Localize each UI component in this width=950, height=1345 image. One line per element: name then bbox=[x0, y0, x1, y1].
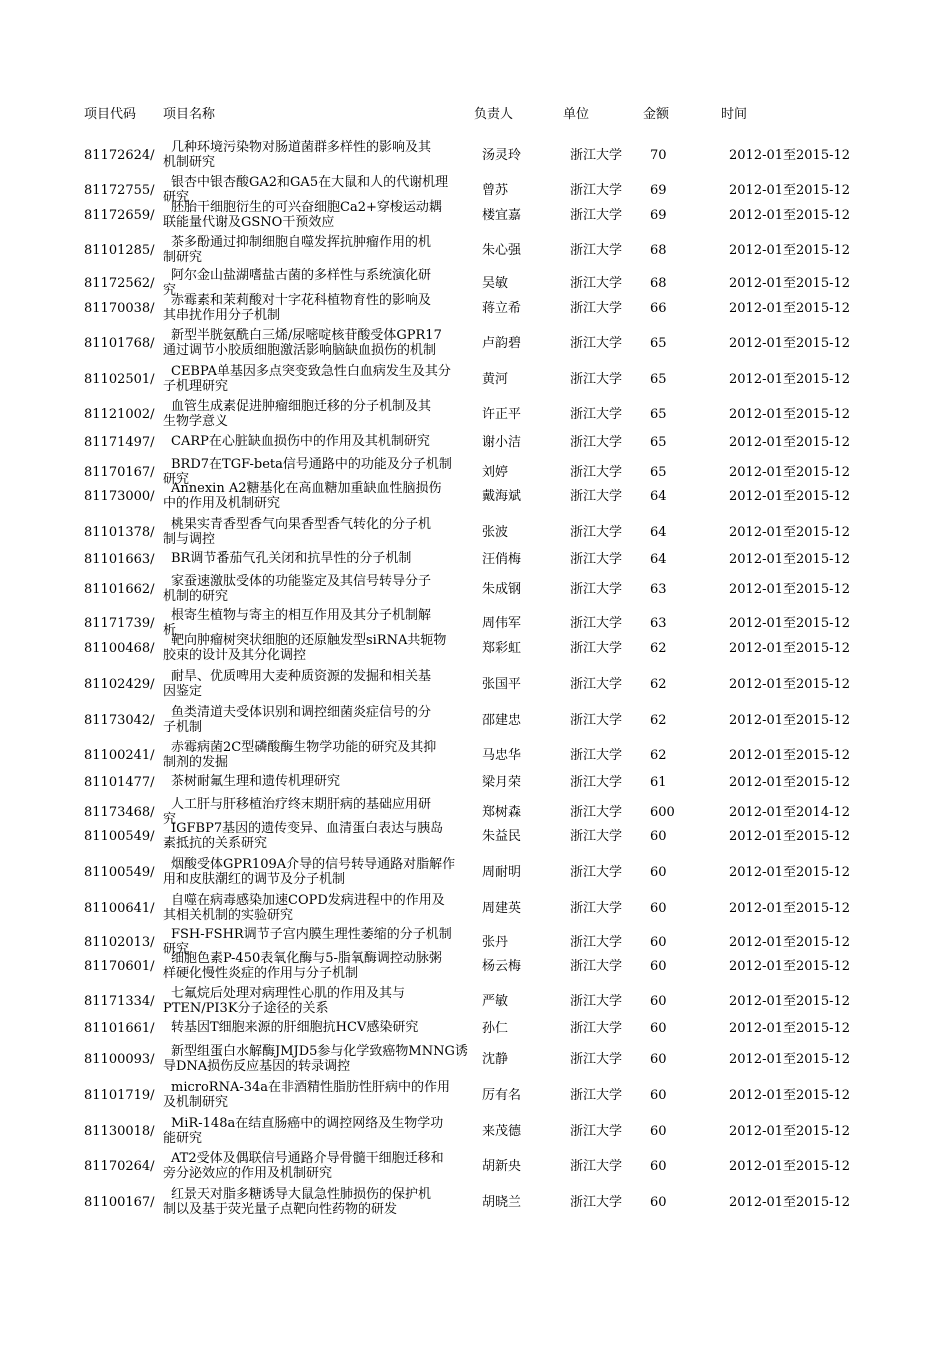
institution: 浙江大学 bbox=[570, 582, 623, 597]
institution: 浙江大学 bbox=[570, 1052, 623, 1067]
funding-amount: 69 bbox=[650, 183, 667, 198]
project-code: 81101661/ bbox=[84, 1021, 155, 1036]
project-code: 81172755/ bbox=[84, 183, 155, 198]
project-name-line2: 其串扰作用分子机制 bbox=[163, 308, 281, 323]
project-period: 2012-01至2015-12 bbox=[729, 677, 851, 692]
project-name-line2: 联能量代谢及GSNO干预效应 bbox=[163, 215, 335, 230]
project-name bbox=[163, 633, 475, 663]
project-name-line1: 茶多酚通过抑制细胞自噬发挥抗肿瘤作用的机 bbox=[171, 235, 432, 250]
project-name-line2: 究 bbox=[163, 812, 177, 827]
project-code: 81100549/ bbox=[84, 865, 155, 880]
funding-amount: 62 bbox=[650, 748, 667, 763]
project-name bbox=[163, 705, 475, 735]
principal-investigator: 汤灵玲 bbox=[482, 148, 522, 163]
project-period: 2012-01至2015-12 bbox=[729, 959, 851, 974]
principal-investigator: 来茂德 bbox=[482, 1124, 522, 1139]
project-name-line2: 样硬化慢性炎症的作用与分子机制 bbox=[163, 966, 359, 981]
project-name bbox=[163, 821, 475, 851]
project-name bbox=[163, 551, 475, 566]
project-name-line2: 析 bbox=[163, 623, 177, 638]
project-name bbox=[163, 1044, 475, 1074]
project-name bbox=[163, 1151, 475, 1181]
project-code: 81171497/ bbox=[84, 435, 155, 450]
funding-amount: 60 bbox=[650, 959, 667, 974]
project-code: 81171334/ bbox=[84, 994, 155, 1009]
project-name-line1: 耐旱、优质啤用大麦种质资源的发掘和相关基 bbox=[171, 669, 432, 684]
project-code: 81172562/ bbox=[84, 276, 155, 291]
principal-investigator: 马忠华 bbox=[482, 748, 522, 763]
project-code: 81101378/ bbox=[84, 525, 155, 540]
project-name bbox=[163, 574, 475, 604]
principal-investigator: 楼宜嘉 bbox=[482, 208, 522, 223]
funding-amount: 60 bbox=[650, 1124, 667, 1139]
institution: 浙江大学 bbox=[570, 1195, 623, 1210]
project-name-line1: 胚胎干细胞衍生的可兴奋细胞Ca2+穿梭运动耦 bbox=[171, 200, 442, 215]
project-name-line2: 究 bbox=[163, 283, 177, 298]
funding-amount: 60 bbox=[650, 935, 667, 950]
project-name bbox=[163, 481, 475, 511]
principal-investigator: 黄河 bbox=[482, 372, 509, 387]
institution: 浙江大学 bbox=[570, 713, 623, 728]
funding-amount: 68 bbox=[650, 243, 667, 258]
project-name-line2: 制剂的发掘 bbox=[163, 755, 229, 770]
funding-amount: 62 bbox=[650, 677, 667, 692]
project-name bbox=[163, 140, 475, 170]
project-name-line1: CEBPA单基因多点突变致急性白血病发生及其分 bbox=[171, 364, 451, 379]
principal-investigator: 朱成钢 bbox=[482, 582, 522, 597]
principal-investigator: 周伟军 bbox=[482, 616, 522, 631]
project-name-line1: 自噬在病毒感染加速COPD发病进程中的作用及 bbox=[171, 893, 445, 908]
project-code: 81101768/ bbox=[84, 336, 155, 351]
project-code: 81102429/ bbox=[84, 677, 155, 692]
project-period: 2012-01至2015-12 bbox=[729, 525, 851, 540]
project-code: 81101662/ bbox=[84, 582, 155, 597]
project-period: 2012-01至2015-12 bbox=[729, 901, 851, 916]
project-name bbox=[163, 951, 475, 981]
project-code: 81101477/ bbox=[84, 775, 155, 790]
funding-amount: 60 bbox=[650, 1088, 667, 1103]
project-name-line1: IGFBP7基因的遗传变异、血清蛋白表达与胰岛 bbox=[171, 821, 444, 836]
project-name bbox=[163, 364, 475, 394]
project-code: 81172659/ bbox=[84, 208, 155, 223]
project-name-line1: CARP在心脏缺血损伤中的作用及其机制研究 bbox=[171, 434, 430, 449]
project-name bbox=[163, 857, 475, 887]
project-name bbox=[163, 434, 475, 449]
funding-amount: 64 bbox=[650, 489, 667, 504]
project-period: 2012-01至2015-12 bbox=[729, 372, 851, 387]
funding-amount: 65 bbox=[650, 435, 667, 450]
institution: 浙江大学 bbox=[570, 276, 623, 291]
institution: 浙江大学 bbox=[570, 465, 623, 480]
principal-investigator: 朱心强 bbox=[482, 243, 522, 258]
project-period: 2012-01至2015-12 bbox=[729, 148, 851, 163]
project-code: 81130018/ bbox=[84, 1124, 155, 1139]
project-name bbox=[163, 1020, 475, 1035]
project-name bbox=[163, 740, 475, 770]
project-name-line1: 银杏中银杏酸GA2和GA5在大鼠和人的代谢机理 bbox=[171, 175, 449, 190]
funding-amount: 61 bbox=[650, 775, 667, 790]
institution: 浙江大学 bbox=[570, 994, 623, 1009]
project-name-line1: BR调节番茄气孔关闭和抗旱性的分子机制 bbox=[171, 551, 412, 566]
project-name-line2: 研究 bbox=[163, 472, 190, 487]
institution: 浙江大学 bbox=[570, 243, 623, 258]
principal-investigator: 周建英 bbox=[482, 901, 522, 916]
institution: 浙江大学 bbox=[570, 372, 623, 387]
principal-investigator: 刘婷 bbox=[482, 465, 509, 480]
project-code: 81102013/ bbox=[84, 935, 155, 950]
funding-amount: 60 bbox=[650, 1021, 667, 1036]
institution: 浙江大学 bbox=[570, 407, 623, 422]
principal-investigator: 胡晓兰 bbox=[482, 1195, 522, 1210]
project-period: 2012-01至2015-12 bbox=[729, 994, 851, 1009]
funding-amount: 60 bbox=[650, 1195, 667, 1210]
project-code: 81173468/ bbox=[84, 805, 155, 820]
institution: 浙江大学 bbox=[570, 336, 623, 351]
funding-amount: 60 bbox=[650, 994, 667, 1009]
project-code: 81100093/ bbox=[84, 1052, 155, 1067]
project-name-line2: 因鉴定 bbox=[163, 684, 203, 699]
project-name-line2: 其相关机制的实验研究 bbox=[163, 908, 294, 923]
project-code: 81171739/ bbox=[84, 616, 155, 631]
project-name-line1: 人工肝与肝移植治疗终末期肝病的基础应用研 bbox=[171, 797, 432, 812]
project-period: 2012-01至2015-12 bbox=[729, 1159, 851, 1174]
project-name-line1: 红景天对脂多糖诱导大鼠急性肺损伤的保护机 bbox=[171, 1187, 432, 1202]
funding-amount: 68 bbox=[650, 276, 667, 291]
funding-amount: 60 bbox=[650, 1052, 667, 1067]
project-period: 2012-01至2015-12 bbox=[729, 748, 851, 763]
project-period: 2012-01至2015-12 bbox=[729, 208, 851, 223]
institution: 浙江大学 bbox=[570, 1159, 623, 1174]
principal-investigator: 郑树森 bbox=[482, 805, 522, 820]
institution: 浙江大学 bbox=[570, 959, 623, 974]
project-name bbox=[163, 328, 475, 358]
principal-investigator: 胡新央 bbox=[482, 1159, 522, 1174]
project-period: 2012-01至2015-12 bbox=[729, 243, 851, 258]
project-period: 2012-01至2015-12 bbox=[729, 829, 851, 844]
funding-amount: 60 bbox=[650, 865, 667, 880]
project-code: 81101663/ bbox=[84, 552, 155, 567]
project-code: 81170167/ bbox=[84, 465, 155, 480]
project-period: 2012-01至2015-12 bbox=[729, 276, 851, 291]
principal-investigator: 谢小洁 bbox=[482, 435, 522, 450]
principal-investigator: 戴海斌 bbox=[482, 489, 522, 504]
project-name-line1: 家蚕速激肽受体的功能鉴定及其信号转导分子 bbox=[171, 574, 432, 589]
project-name-line1: 鱼类清道夫受体识别和调控细菌炎症信号的分 bbox=[171, 705, 432, 720]
principal-investigator: 邵建忠 bbox=[482, 713, 522, 728]
project-name-line2: 机制的研究 bbox=[163, 589, 229, 604]
project-name-line1: 烟酸受体GPR109A介导的信号转导通路对脂解作 bbox=[171, 857, 456, 872]
project-name-line1: 靶向肿瘤树突状细胞的还原触发型siRNA共轭物 bbox=[171, 633, 447, 648]
project-name-line1: BRD7在TGF-beta信号通路中的功能及分子机制 bbox=[171, 457, 452, 472]
project-name-line1: 新型半胱氨酰白三烯/尿嘧啶核苷酸受体GPR17 bbox=[171, 328, 442, 343]
project-code: 81102501/ bbox=[84, 372, 155, 387]
project-period: 2012-01至2015-12 bbox=[729, 183, 851, 198]
project-name-line1: 细胞色素P-450表氧化酶与5-脂氧酶调控动脉粥 bbox=[171, 951, 442, 966]
project-name-line2: 旁分泌效应的作用及机制研究 bbox=[163, 1166, 333, 1181]
funding-amount: 60 bbox=[650, 901, 667, 916]
principal-investigator: 卢韵碧 bbox=[482, 336, 522, 351]
project-code: 81170601/ bbox=[84, 959, 155, 974]
project-name-line1: 血管生成素促进肿瘤细胞迁移的分子机制及其 bbox=[171, 399, 432, 414]
header-person: 负责人 bbox=[474, 107, 514, 122]
institution: 浙江大学 bbox=[570, 183, 623, 198]
project-period: 2012-01至2015-12 bbox=[729, 301, 851, 316]
institution: 浙江大学 bbox=[570, 829, 623, 844]
principal-investigator: 许正平 bbox=[482, 407, 522, 422]
institution: 浙江大学 bbox=[570, 208, 623, 223]
funding-amount: 63 bbox=[650, 616, 667, 631]
project-name-line1: microRNA-34a在非酒精性脂肪性肝病中的作用 bbox=[171, 1080, 451, 1095]
institution: 浙江大学 bbox=[570, 641, 623, 656]
project-name bbox=[163, 1187, 475, 1217]
institution: 浙江大学 bbox=[570, 1088, 623, 1103]
project-period: 2012-01至2015-12 bbox=[729, 336, 851, 351]
project-name-line2: 子机制 bbox=[163, 720, 203, 735]
principal-investigator: 吴敏 bbox=[482, 276, 509, 291]
institution: 浙江大学 bbox=[570, 1021, 623, 1036]
principal-investigator: 杨云梅 bbox=[482, 959, 522, 974]
project-period: 2012-01至2015-12 bbox=[729, 465, 851, 480]
principal-investigator: 汪俏梅 bbox=[482, 552, 522, 567]
project-code: 81101719/ bbox=[84, 1088, 155, 1103]
funding-amount: 66 bbox=[650, 301, 667, 316]
funding-amount: 65 bbox=[650, 465, 667, 480]
project-name-line1: 阿尔金山盐湖嗜盐古菌的多样性与系统演化研 bbox=[171, 268, 432, 283]
project-name-line1: AT2受体及偶联信号通路介导骨髓干细胞迁移和 bbox=[171, 1151, 444, 1166]
project-code: 81170264/ bbox=[84, 1159, 155, 1174]
project-period: 2012-01至2015-12 bbox=[729, 407, 851, 422]
project-period: 2012-01至2015-12 bbox=[729, 1195, 851, 1210]
institution: 浙江大学 bbox=[570, 489, 623, 504]
project-period: 2012-01至2015-12 bbox=[729, 489, 851, 504]
institution: 浙江大学 bbox=[570, 616, 623, 631]
project-name-line1: FSH-FSHR调节子宫内膜生理性萎缩的分子机制 bbox=[171, 927, 452, 942]
project-period: 2012-01至2015-12 bbox=[729, 935, 851, 950]
project-name-line1: 根寄生植物与寄主的相互作用及其分子机制解 bbox=[171, 608, 432, 623]
project-name bbox=[163, 399, 475, 429]
institution: 浙江大学 bbox=[570, 775, 623, 790]
header-name: 项目名称 bbox=[163, 107, 216, 122]
project-code: 81173000/ bbox=[84, 489, 155, 504]
project-period: 2012-01至2015-12 bbox=[729, 865, 851, 880]
principal-investigator: 周耐明 bbox=[482, 865, 522, 880]
project-code: 81170038/ bbox=[84, 301, 155, 316]
project-name-line1: 赤霉素和茉莉酸对十字花科植物育性的影响及 bbox=[171, 293, 432, 308]
project-period: 2012-01至2015-12 bbox=[729, 435, 851, 450]
funding-amount: 63 bbox=[650, 582, 667, 597]
funding-amount: 600 bbox=[650, 805, 675, 820]
project-name bbox=[163, 893, 475, 923]
project-name-line2: 素抵抗的关系研究 bbox=[163, 836, 268, 851]
header-amount: 金额 bbox=[643, 107, 670, 122]
principal-investigator: 梁月荣 bbox=[482, 775, 522, 790]
institution: 浙江大学 bbox=[570, 805, 623, 820]
institution: 浙江大学 bbox=[570, 677, 623, 692]
project-code: 81100468/ bbox=[84, 641, 155, 656]
project-name-line1: 七氟烷后处理对病理性心肌的作用及其与 bbox=[171, 986, 406, 1001]
project-code: 81100549/ bbox=[84, 829, 155, 844]
project-code: 81100641/ bbox=[84, 901, 155, 916]
funding-amount: 69 bbox=[650, 208, 667, 223]
project-name-line2: 通过调节小胶质细胞激活影响脑缺血损伤的机制 bbox=[163, 343, 437, 358]
project-period: 2012-01至2015-12 bbox=[729, 1124, 851, 1139]
funding-amount: 62 bbox=[650, 641, 667, 656]
header-time: 时间 bbox=[721, 107, 748, 122]
project-name-line2: 能研究 bbox=[163, 1131, 203, 1146]
principal-investigator: 张国平 bbox=[482, 677, 522, 692]
project-name-line2: 机制研究 bbox=[163, 155, 216, 170]
project-code: 81121002/ bbox=[84, 407, 155, 422]
institution: 浙江大学 bbox=[570, 901, 623, 916]
funding-amount: 64 bbox=[650, 552, 667, 567]
project-name-line2: 导DNA损伤反应基因的转录调控 bbox=[163, 1059, 351, 1074]
funding-amount: 60 bbox=[650, 829, 667, 844]
funding-amount: 60 bbox=[650, 1159, 667, 1174]
funding-amount: 65 bbox=[650, 336, 667, 351]
project-code: 81101285/ bbox=[84, 243, 155, 258]
project-name-line1: 赤霉病菌2C型磷酸酶生物学功能的研究及其抑 bbox=[171, 740, 437, 755]
project-name bbox=[163, 774, 475, 789]
funding-amount: 65 bbox=[650, 372, 667, 387]
project-name bbox=[163, 986, 475, 1016]
project-period: 2012-01至2015-12 bbox=[729, 775, 851, 790]
institution: 浙江大学 bbox=[570, 148, 623, 163]
project-name-line1: 茶树耐氟生理和遗传机理研究 bbox=[171, 774, 341, 789]
funding-amount: 65 bbox=[650, 407, 667, 422]
institution: 浙江大学 bbox=[570, 435, 623, 450]
header-code: 项目代码 bbox=[84, 107, 137, 122]
project-name bbox=[163, 200, 475, 230]
principal-investigator: 郑彩虹 bbox=[482, 641, 522, 656]
project-period: 2012-01至2015-12 bbox=[729, 641, 851, 656]
header-unit: 单位 bbox=[563, 107, 590, 122]
project-period: 2012-01至2015-12 bbox=[729, 582, 851, 597]
principal-investigator: 朱益民 bbox=[482, 829, 522, 844]
project-name-line2: PTEN/PI3K分子途径的关系 bbox=[163, 1001, 329, 1016]
principal-investigator: 蒋立希 bbox=[482, 301, 522, 316]
project-name-line1: MiR-148a在结直肠癌中的调控网络及生物学功 bbox=[171, 1116, 444, 1131]
project-name-line2: 制与调控 bbox=[163, 532, 216, 547]
institution: 浙江大学 bbox=[570, 301, 623, 316]
project-code: 81100167/ bbox=[84, 1195, 155, 1210]
project-name-line2: 及机制研究 bbox=[163, 1095, 229, 1110]
principal-investigator: 曾苏 bbox=[482, 183, 509, 198]
project-name-line1: 几种环境污染物对肠道菌群多样性的影响及其 bbox=[171, 140, 432, 155]
project-name-line2: 研究 bbox=[163, 190, 190, 205]
project-period: 2012-01至2015-12 bbox=[729, 713, 851, 728]
institution: 浙江大学 bbox=[570, 935, 623, 950]
project-period: 2012-01至2014-12 bbox=[729, 805, 851, 820]
principal-investigator: 沈静 bbox=[482, 1052, 509, 1067]
project-name bbox=[163, 1116, 475, 1146]
principal-investigator: 严敏 bbox=[482, 994, 509, 1009]
project-name bbox=[163, 517, 475, 547]
project-name-line1: 转基因T细胞来源的肝细胞抗HCV感染研究 bbox=[171, 1020, 419, 1035]
principal-investigator: 孙仁 bbox=[482, 1021, 509, 1036]
project-name-line1: 新型组蛋白水解酶JMJD5参与化学致癌物MNNG诱 bbox=[171, 1044, 468, 1059]
project-name-line2: 研究 bbox=[163, 942, 190, 957]
institution: 浙江大学 bbox=[570, 1124, 623, 1139]
principal-investigator: 张波 bbox=[482, 525, 509, 540]
institution: 浙江大学 bbox=[570, 525, 623, 540]
project-name-line2: 中的作用及机制研究 bbox=[163, 496, 281, 511]
institution: 浙江大学 bbox=[570, 865, 623, 880]
project-name-line2: 生物学意义 bbox=[163, 414, 229, 429]
funding-amount: 70 bbox=[650, 148, 667, 163]
project-code: 81172624/ bbox=[84, 148, 155, 163]
project-name-line1: 桃果实青香型香气向果香型香气转化的分子机 bbox=[171, 517, 432, 532]
project-period: 2012-01至2015-12 bbox=[729, 616, 851, 631]
project-code: 81173042/ bbox=[84, 713, 155, 728]
project-period: 2012-01至2015-12 bbox=[729, 1052, 851, 1067]
project-name-line2: 制研究 bbox=[163, 250, 203, 265]
project-name bbox=[163, 669, 475, 699]
funding-amount: 62 bbox=[650, 713, 667, 728]
project-period: 2012-01至2015-12 bbox=[729, 1021, 851, 1036]
principal-investigator: 张丹 bbox=[482, 935, 509, 950]
funding-amount: 64 bbox=[650, 525, 667, 540]
institution: 浙江大学 bbox=[570, 552, 623, 567]
project-name-line2: 用和皮肤潮红的调节及分子机制 bbox=[163, 872, 346, 887]
project-name bbox=[163, 293, 475, 323]
principal-investigator: 厉有名 bbox=[482, 1088, 522, 1103]
project-name-line2: 子机理研究 bbox=[163, 379, 229, 394]
project-period: 2012-01至2015-12 bbox=[729, 1088, 851, 1103]
project-name-line1: Annexin A2糖基化在高血糖加重缺血性脑损伤 bbox=[171, 481, 442, 496]
project-name bbox=[163, 235, 475, 265]
project-code: 81100241/ bbox=[84, 748, 155, 763]
project-name bbox=[163, 1080, 475, 1110]
project-period: 2012-01至2015-12 bbox=[729, 552, 851, 567]
institution: 浙江大学 bbox=[570, 748, 623, 763]
project-name-line2: 胶束的设计及其分化调控 bbox=[163, 648, 307, 663]
project-name-line2: 制以及基于荧光量子点靶向性药物的研发 bbox=[163, 1202, 398, 1217]
